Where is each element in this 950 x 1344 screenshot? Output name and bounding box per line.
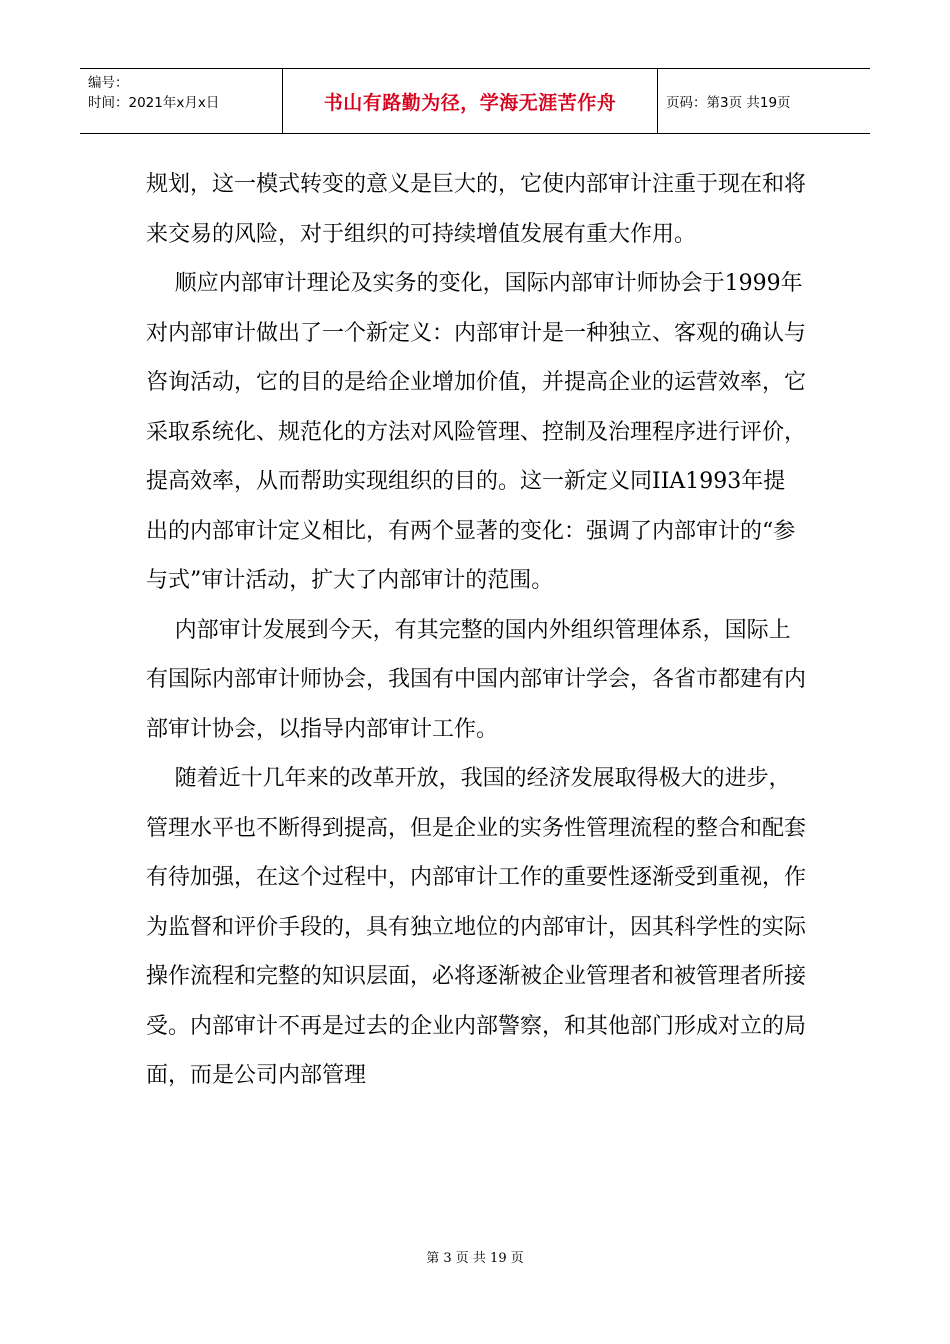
paragraph: 随着近十几年来的改革开放，我国的经济发展取得极大的进步，管理水平也不断得到提高，但是企业的实务性管理流程的整合和配套有待加强，在这个过程中，内部审计工作的重要性逐渐受到重视，作为监督和评价手段的，具有独立地位的内部审计，因其科学性的实际操作流程和完整的知识层面，必将逐渐被企业管理者和被管理者所接受。内部审计不再是过去的企业内部警察，和其他部门形成对立的局面，而是公司内部管理: [146, 766, 807, 1088]
paragraph: 顺应内部审计理论及实务的变化，国际内部审计师协会于1999年对内部审计做出了一个新定义：内部审计是一种独立、客观的确认与咨询活动，它的目的是给企业增加价值，并提高企业的运营效率，它采取系统化、规范化的方法对风险管理、控制及治理程序进行评价，提高效率，从而帮助实现组织的目的。这一新定义同IIA1993年提出的内部审计定义相比，有两个显著的变化：强调了内部审计的“参与式”审计活动，扩大了内部审计的范围。: [146, 271, 807, 593]
header-motto: 书山有路勤为径，学海无涯苦作舟: [283, 69, 658, 133]
document-number-label: 编号：: [88, 75, 129, 91]
document-date-label: 时间：2021年x月x日: [88, 95, 220, 111]
header-meta: [80, 69, 283, 133]
header-page-number: 页码：第3页 共19页: [666, 95, 791, 111]
paragraph: 内部审计发展到今天，有其完整的国内外组织管理体系，国际上有国际内部审计师协会，我国有中国内部审计学会，各省市都建有内部审计协会，以指导内部审计工作。: [146, 617, 807, 742]
page-footer: 第 3 页 共 19 页: [426, 1251, 524, 1266]
page-header: [80, 68, 870, 134]
document-body: [146, 160, 806, 1101]
paragraph: 规划，这一模式转变的意义是巨大的，它使内部审计注重于现在和将来交易的风险，对于组织的可持续增值发展有重大作用。: [146, 172, 807, 247]
